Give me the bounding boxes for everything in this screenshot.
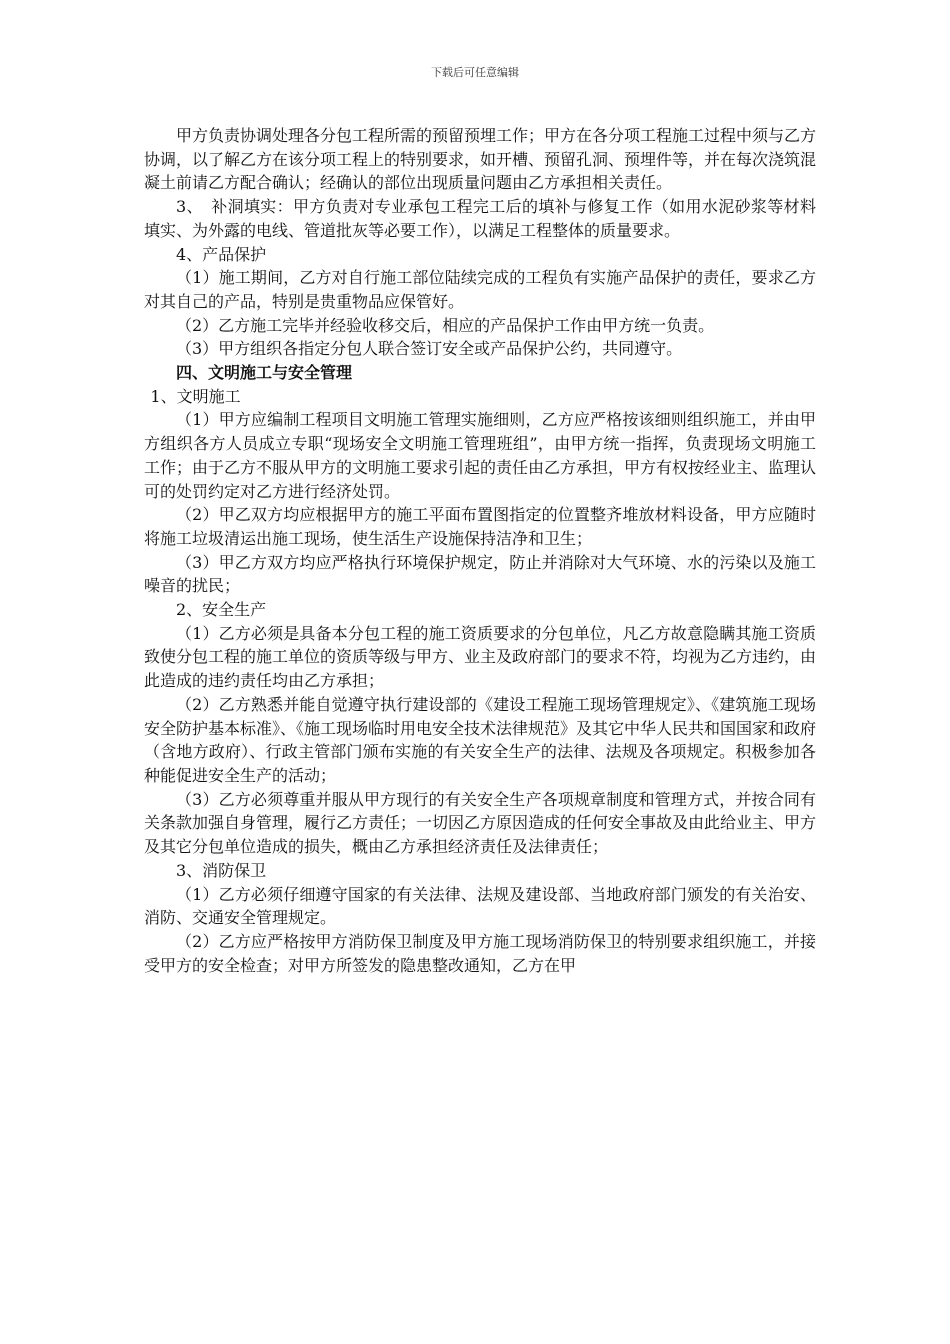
document-body: [144, 124, 816, 977]
paragraph-civilized-3: （3）甲乙方双方均应严格执行环境保护规定，防止并消除对大气环境、水的污染以及施工噪音的扰民；: [144, 552, 816, 596]
paragraph-safety-3: （3）乙方必须尊重并服从甲方现行的有关安全生产各项规章制度和管理方式，并按合同有关条款加强自身管理，履行乙方责任；一切因乙方原因造成的任何安全事故及由此给业主、甲方及其它分包单位造成的损失，概由乙方承担经济责任及法律责任；: [144, 789, 817, 857]
paragraph-protection-1: （1）施工期间，乙方对自行施工部位陆续完成的工程负有实施产品保护的责任，要求乙方对其自己的产品，特别是贵重物品应保管好。: [144, 268, 816, 311]
paragraph-fire-1: （1）乙方必须仔细遵守国家的有关法律、法规及建设部、当地政府部门颁发的有关治安、消防、交通安全管理规定。: [144, 884, 816, 928]
paragraph-safety-2: （2）乙方熟悉并能自觉遵守执行建设部的《建设工程施工现场管理规定》、《建筑施工现场安全防护基本标准》、《施工现场临时用电安全技术法律规范》及其它中华人民共和国国家和政府（含地方政府）、行政主管部门颁布实施的有关安全生产的法律、法规及各项规定。积极参加各种能促进安全生产的活动；: [144, 694, 817, 785]
paragraph-civilized-1: （1）甲方应编制工程项目文明施工管理实施细则，乙方应严格按该细则组织施工，并由甲方组织各方人员成立专职“现场安全文明施工管理班组”，由甲方统一指挥，负责现场文明施工工作；由于乙方不服从甲方的文明施工要求引起的责任由乙方承担，甲方有权按经业主、监理认可的处罚约定对乙方进行经济处罚。: [144, 410, 817, 501]
section-heading-civilized-safety: 四、文明施工与安全管理: [176, 363, 353, 383]
page-header: 下载后可任意编辑: [431, 66, 519, 79]
paragraph-coordination: 甲方负责协调处理各分包工程所需的预留预埋工作；甲方在各分项工程施工过程中须与乙方协调，以了解乙方在该分项工程上的特别要求，如开槽、预留孔洞、预埋件等，并在每次浇筑混凝土前请乙方配合确认；经确认的部位出现质量问题由乙方承担相关责任。: [144, 126, 817, 193]
subheading-civilized-construction: 1、文明施工: [150, 386, 241, 406]
subheading-product-protection: 4、产品保护: [176, 244, 267, 264]
subheading-fire-security: 3、消防保卫: [176, 860, 267, 880]
paragraph-hole-filling: 3、 补洞填实：甲方负责对专业承包工程完工后的填补与修复工作（如用水泥砂浆等材料填实、为外露的电线、管道批灰等必要工作），以满足工程整体的质量要求。: [144, 197, 816, 240]
paragraph-protection-2: （2）乙方施工完毕并经验收移交后，相应的产品保护工作由甲方统一负责。: [176, 315, 715, 335]
paragraph-fire-2: （2）乙方应严格按甲方消防保卫制度及甲方施工现场消防保卫的特别要求组织施工，并接受甲方的安全检查；对甲方所签发的隐患整改通知，乙方在甲: [144, 931, 816, 975]
paragraph-safety-1: （1）乙方必须是具备本分包工程的施工资质要求的分包单位，凡乙方故意隐瞒其施工资质致使分包工程的施工单位的资质等级与甲方、业主及政府部门的要求不符，均视为乙方违约，由此造成的违约责任均由乙方承担；: [144, 623, 817, 691]
paragraph-protection-3: （3）甲方组织各指定分包人联合签订安全或产品保护公约，共同遵守。: [176, 339, 683, 359]
subheading-safety-production: 2、安全生产: [176, 600, 267, 620]
paragraph-civilized-2: （2）甲乙双方均应根据甲方的施工平面布置图指定的位置整齐堆放材料设备，甲方应随时将施工垃圾清运出施工现场，使生活生产设施保持洁净和卫生；: [144, 505, 816, 548]
